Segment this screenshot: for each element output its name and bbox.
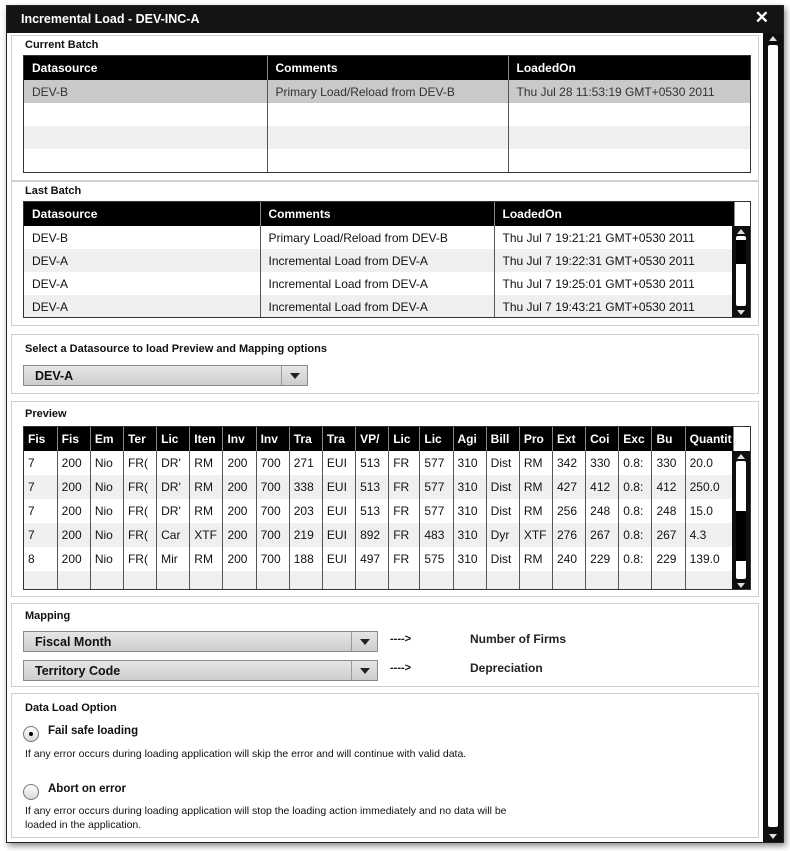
mapping-section: [11, 603, 759, 687]
cell-comments: Primary Load/Reload from DEV-B: [260, 226, 494, 249]
preview-cell: 188: [289, 547, 322, 571]
preview-cell: 200: [57, 547, 90, 571]
preview-cell: Dist: [486, 499, 519, 523]
chevron-down-icon[interactable]: [351, 632, 377, 651]
preview-column-header[interactable]: VP/: [356, 427, 389, 451]
preview-cell: DR': [157, 475, 190, 499]
preview-cell: [356, 571, 389, 590]
preview-cell: Nio: [90, 547, 123, 571]
preview-cell: 248: [586, 499, 619, 523]
preview-cell: [90, 571, 123, 590]
preview-column-header[interactable]: Ext: [552, 427, 585, 451]
preview-cell: 577: [420, 451, 453, 475]
preview-cell: [586, 571, 619, 590]
preview-column-header[interactable]: Coi: [586, 427, 619, 451]
scroll-down-icon[interactable]: [769, 834, 777, 839]
preview-cell: Dyr: [486, 523, 519, 547]
scroll-up-icon[interactable]: [769, 36, 777, 41]
abort-on-error-label[interactable]: Abort on error: [48, 783, 126, 795]
last-batch-table: [23, 201, 751, 318]
column-header-datasource[interactable]: Datasource: [24, 56, 267, 80]
last-batch-scrollbar[interactable]: [732, 226, 750, 318]
preview-table: [23, 426, 751, 590]
column-header-comments[interactable]: Comments: [260, 202, 494, 226]
preview-cell: [24, 571, 57, 590]
preview-cell: [420, 571, 453, 590]
preview-cell: [256, 571, 289, 590]
table-row[interactable]: [24, 523, 734, 547]
table-row[interactable]: [24, 451, 734, 475]
table-row[interactable]: [24, 226, 734, 249]
preview-cell: 0.8:: [619, 475, 652, 499]
cell-datasource: DEV-A: [24, 295, 260, 318]
preview-cell: 200: [57, 451, 90, 475]
preview-cell: RM: [190, 451, 223, 475]
preview-cell: FR: [389, 523, 420, 547]
scroll-up-icon[interactable]: [737, 229, 745, 234]
table-row[interactable]: [24, 249, 734, 272]
preview-cell: EUI: [322, 475, 355, 499]
preview-cell: 200: [223, 547, 256, 571]
cell-loadedon: [508, 126, 751, 149]
cell-comments: [267, 149, 508, 172]
preview-cell: 200: [57, 523, 90, 547]
mapping-target-label: Number of Firms: [470, 632, 567, 646]
table-row[interactable]: [24, 149, 751, 172]
preview-cell: [157, 571, 190, 590]
cell-comments: [267, 103, 508, 126]
preview-cell: [57, 571, 90, 590]
cell-datasource: DEV-A: [24, 272, 260, 295]
preview-cell: 271: [289, 451, 322, 475]
radio-abort-on-error[interactable]: [23, 784, 39, 800]
cell-datasource: [24, 126, 267, 149]
cell-loadedon: Thu Jul 7 19:21:21 GMT+0530 2011: [494, 226, 734, 249]
preview-column-header[interactable]: Inv: [223, 427, 256, 451]
preview-cell: EUI: [322, 547, 355, 571]
abort-on-error-description: If any error occurs during loading application will stop the loading action immediately and no data will be loaded in the application.: [25, 805, 507, 831]
preview-cell: RM: [519, 475, 552, 499]
preview-cell: Nio: [90, 475, 123, 499]
dialog-content: [7, 33, 763, 842]
cell-datasource: DEV-A: [24, 249, 260, 272]
column-header-comments[interactable]: Comments: [267, 56, 508, 80]
last-batch-title: Last Batch: [25, 185, 82, 197]
preview-cell: 229: [652, 547, 685, 571]
preview-column-header[interactable]: Ter: [123, 427, 156, 451]
preview-cell: 310: [453, 451, 486, 475]
preview-column-header[interactable]: Inv: [256, 427, 289, 451]
mapping-source-dropdown-territory-code[interactable]: [23, 660, 378, 681]
preview-cell: 0.8:: [619, 523, 652, 547]
data-load-option-title: Data Load Option: [25, 702, 117, 714]
preview-cell: [123, 571, 156, 590]
cell-comments: [267, 126, 508, 149]
scroll-down-icon[interactable]: [737, 310, 745, 315]
preview-column-header[interactable]: Bill: [486, 427, 519, 451]
cell-loadedon: Thu Jul 28 11:53:19 GMT+0530 2011: [508, 80, 751, 103]
preview-cell: 139.0: [685, 547, 733, 571]
preview-column-header[interactable]: Em: [90, 427, 123, 451]
preview-cell: RM: [190, 499, 223, 523]
preview-cell: [289, 571, 322, 590]
preview-cell: 229: [586, 547, 619, 571]
preview-cell: 330: [586, 451, 619, 475]
preview-cell: FR(: [123, 523, 156, 547]
preview-cell: 276: [552, 523, 585, 547]
preview-cell: [519, 571, 552, 590]
cell-comments: Incremental Load from DEV-A: [260, 272, 494, 295]
preview-cell: [552, 571, 585, 590]
preview-cell: 20.0: [685, 451, 733, 475]
preview-section: [11, 401, 759, 597]
cell-comments: Incremental Load from DEV-A: [260, 249, 494, 272]
preview-cell: FR(: [123, 475, 156, 499]
cell-loadedon: Thu Jul 7 19:22:31 GMT+0530 2011: [494, 249, 734, 272]
preview-column-header[interactable]: Quantit: [685, 427, 733, 451]
preview-cell: [486, 571, 519, 590]
table-row[interactable]: [24, 475, 734, 499]
preview-cell: 250.0: [685, 475, 733, 499]
preview-cell: 310: [453, 475, 486, 499]
preview-cell: DR': [157, 451, 190, 475]
incremental-load-dialog: [6, 5, 784, 843]
cell-loadedon: Thu Jul 7 19:25:01 GMT+0530 2011: [494, 272, 734, 295]
cell-loadedon: [508, 149, 751, 172]
scroll-thumb[interactable]: [736, 240, 746, 264]
preview-cell: 700: [256, 499, 289, 523]
preview-cell: FR(: [123, 451, 156, 475]
preview-cell: 15.0: [685, 499, 733, 523]
preview-cell: 240: [552, 547, 585, 571]
preview-column-header[interactable]: Fis: [24, 427, 57, 451]
preview-cell: 577: [420, 475, 453, 499]
preview-cell: 310: [453, 499, 486, 523]
chevron-down-icon[interactable]: [351, 661, 377, 680]
preview-cell: 7: [24, 475, 57, 499]
preview-cell: RM: [519, 499, 552, 523]
preview-column-header[interactable]: Lic: [420, 427, 453, 451]
mapping-title: Mapping: [25, 610, 71, 622]
preview-column-header[interactable]: Pro: [519, 427, 552, 451]
preview-cell: 267: [652, 523, 685, 547]
fail-safe-loading-label[interactable]: Fail safe loading: [48, 725, 139, 737]
table-row[interactable]: [24, 547, 734, 571]
table-row[interactable]: [24, 571, 734, 590]
preview-column-header[interactable]: Iten: [190, 427, 223, 451]
preview-cell: 256: [552, 499, 585, 523]
data-load-option-section: [11, 693, 759, 838]
dialog-title: Incremental Load - DEV-INC-A: [21, 12, 200, 26]
column-header-datasource[interactable]: Datasource: [24, 202, 260, 226]
preview-cell: 892: [356, 523, 389, 547]
mapping-arrow: ---->: [390, 633, 412, 645]
preview-column-header[interactable]: Bu: [652, 427, 685, 451]
preview-scrollbar[interactable]: [732, 451, 750, 590]
preview-cell: 0.8:: [619, 547, 652, 571]
preview-cell: [619, 571, 652, 590]
preview-cell: 513: [356, 475, 389, 499]
preview-cell: [453, 571, 486, 590]
table-row[interactable]: [24, 499, 734, 523]
preview-cell: EUI: [322, 523, 355, 547]
select-datasource-label: Select a Datasource to load Preview and Mapping options: [25, 343, 327, 355]
preview-cell: Nio: [90, 499, 123, 523]
preview-column-header[interactable]: Tra: [322, 427, 355, 451]
preview-cell: 7: [24, 499, 57, 523]
cell-datasource: [24, 149, 267, 172]
preview-cell: 310: [453, 547, 486, 571]
preview-cell: 219: [289, 523, 322, 547]
preview-cell: 248: [652, 499, 685, 523]
preview-cell: [223, 571, 256, 590]
preview-cell: FR(: [123, 547, 156, 571]
preview-cell: FR: [389, 451, 420, 475]
scroll-down-icon[interactable]: [737, 583, 745, 588]
preview-cell: 7: [24, 451, 57, 475]
current-batch-table: [23, 55, 751, 173]
column-header-loadedon[interactable]: LoadedOn: [508, 56, 751, 80]
preview-cell: [322, 571, 355, 590]
preview-cell: 330: [652, 451, 685, 475]
preview-cell: 7: [24, 523, 57, 547]
preview-cell: EUI: [322, 499, 355, 523]
preview-column-header[interactable]: Lic: [157, 427, 190, 451]
preview-cell: 4.3: [685, 523, 733, 547]
column-header-loadedon[interactable]: LoadedOn: [494, 202, 734, 226]
preview-cell: [190, 571, 223, 590]
preview-title: Preview: [25, 408, 67, 420]
mapping-source-value: Fiscal Month: [35, 635, 112, 649]
preview-cell: 342: [552, 451, 585, 475]
preview-cell: Nio: [90, 523, 123, 547]
preview-cell: 700: [256, 547, 289, 571]
mapping-source-dropdown-fiscal-month[interactable]: [23, 631, 378, 652]
mapping-arrow: ---->: [390, 662, 412, 674]
preview-cell: 203: [289, 499, 322, 523]
preview-cell: Dist: [486, 475, 519, 499]
preview-cell: [389, 571, 420, 590]
preview-cell: 267: [586, 523, 619, 547]
chevron-down-icon[interactable]: [281, 366, 307, 385]
table-row[interactable]: [24, 103, 751, 126]
preview-cell: 200: [223, 451, 256, 475]
preview-cell: FR: [389, 547, 420, 571]
preview-cell: 310: [453, 523, 486, 547]
preview-cell: 427: [552, 475, 585, 499]
preview-cell: DR': [157, 499, 190, 523]
preview-cell: 700: [256, 523, 289, 547]
preview-cell: RM: [190, 475, 223, 499]
dialog-scrollbar[interactable]: [763, 33, 783, 842]
mapping-source-value: Territory Code: [35, 664, 121, 678]
preview-cell: XTF: [519, 523, 552, 547]
select-datasource-section: [11, 334, 759, 394]
preview-cell: [685, 571, 733, 590]
preview-cell: 700: [256, 451, 289, 475]
table-row[interactable]: [24, 272, 734, 295]
preview-cell: 200: [57, 499, 90, 523]
preview-cell: 200: [223, 499, 256, 523]
scroll-thumb[interactable]: [736, 511, 746, 561]
preview-column-header[interactable]: Agi: [453, 427, 486, 451]
preview-cell: 0.8:: [619, 451, 652, 475]
last-batch-section: [11, 181, 759, 326]
preview-cell: 338: [289, 475, 322, 499]
cell-datasource: DEV-B: [24, 226, 260, 249]
preview-column-header[interactable]: Exc: [619, 427, 652, 451]
preview-cell: 700: [256, 475, 289, 499]
preview-cell: 200: [223, 475, 256, 499]
preview-cell: EUI: [322, 451, 355, 475]
cell-loadedon: [508, 103, 751, 126]
cell-loadedon: Thu Jul 7 19:43:21 GMT+0530 2011: [494, 295, 734, 318]
radio-fail-safe-loading[interactable]: [23, 726, 39, 742]
preview-cell: Dist: [486, 547, 519, 571]
preview-cell: 513: [356, 499, 389, 523]
preview-cell: 412: [652, 475, 685, 499]
radio-selected-dot: [29, 732, 33, 736]
preview-cell: Nio: [90, 451, 123, 475]
preview-cell: 513: [356, 451, 389, 475]
preview-column-header[interactable]: Lic: [389, 427, 420, 451]
datasource-dropdown[interactable]: [23, 365, 308, 386]
cell-datasource: [24, 103, 267, 126]
preview-cell: FR: [389, 475, 420, 499]
cell-datasource: DEV-B: [24, 80, 267, 103]
preview-column-header[interactable]: Tra: [289, 427, 322, 451]
preview-cell: 483: [420, 523, 453, 547]
preview-cell: 412: [586, 475, 619, 499]
table-row[interactable]: [24, 295, 734, 318]
preview-cell: FR(: [123, 499, 156, 523]
preview-cell: Mir: [157, 547, 190, 571]
preview-cell: 0.8:: [619, 499, 652, 523]
preview-cell: RM: [519, 451, 552, 475]
close-icon[interactable]: ✕: [754, 8, 769, 27]
preview-cell: 497: [356, 547, 389, 571]
preview-cell: RM: [519, 547, 552, 571]
mapping-target-label: Depreciation: [470, 661, 543, 675]
preview-cell: 575: [420, 547, 453, 571]
preview-cell: Dist: [486, 451, 519, 475]
preview-cell: 577: [420, 499, 453, 523]
cell-comments: Incremental Load from DEV-A: [260, 295, 494, 318]
preview-cell: 200: [223, 523, 256, 547]
datasource-selected-value: DEV-A: [35, 369, 74, 383]
preview-cell: [652, 571, 685, 590]
scroll-up-icon[interactable]: [737, 454, 745, 459]
table-row[interactable]: [24, 126, 751, 149]
table-row[interactable]: [24, 80, 751, 103]
preview-cell: XTF: [190, 523, 223, 547]
title-bar: [7, 6, 783, 33]
preview-cell: 8: [24, 547, 57, 571]
preview-cell: Car: [157, 523, 190, 547]
preview-cell: 200: [57, 475, 90, 499]
cell-comments: Primary Load/Reload from DEV-B: [267, 80, 508, 103]
current-batch-section: [11, 35, 759, 181]
preview-cell: RM: [190, 547, 223, 571]
preview-column-header[interactable]: Fis: [57, 427, 90, 451]
current-batch-title: Current Batch: [25, 39, 99, 51]
preview-cell: FR: [389, 499, 420, 523]
fail-safe-loading-description: If any error occurs during loading application will skip the error and will continue with valid data.: [25, 748, 467, 760]
